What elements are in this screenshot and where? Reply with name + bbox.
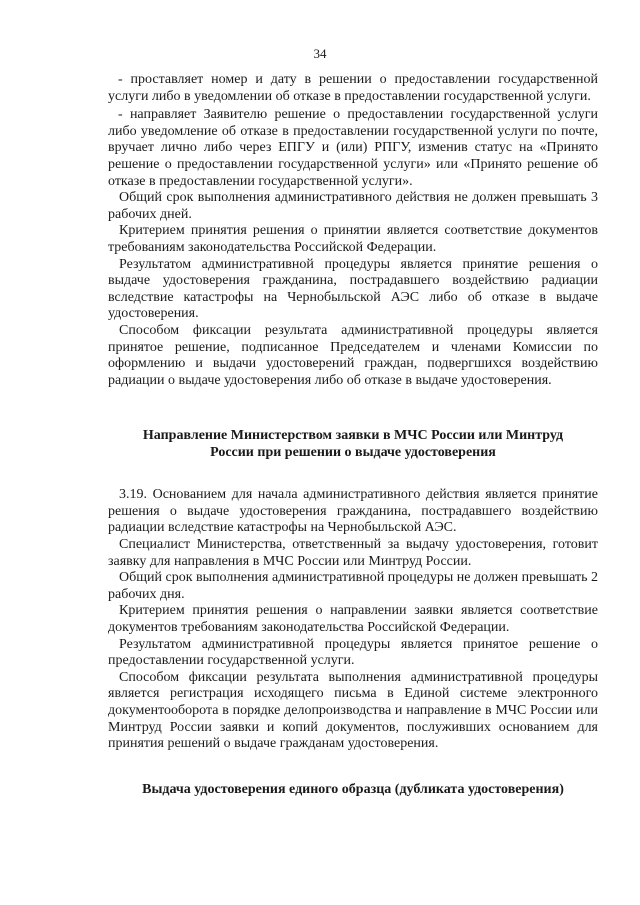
section-heading-line: Направление Министерством заявки в МЧС России или Минтруд [142,428,564,444]
section-heading-line: России при решении о выдаче удостоверения [210,445,496,461]
section-heading: Выдача удостоверения единого образца (дубликата удостоверения) [142,781,564,797]
paragraph: Общий срок выполнения административной процедуры не должен превышать 2 рабочих дня. [108,570,598,602]
paragraph: Результатом административной процедуры является принятие решения о выдаче удостоверения гражданина, пострадавшего воздействию радиации вследствие катастрофы на Чернобыльской АЭС либо об отказе в выдаче удостоверения. [108,256,598,322]
paragraph: - проставляет номер и дату в решении о предоставлении государственной услуги либо в уведомлении об отказе в предоставлении государственной услуги. [108,72,598,104]
paragraph: Критерием принятия решения о направлении заявки является соответствие документов требованиям законодательства Российской Федерации. [108,603,598,636]
paragraph: Специалист Министерства, ответственный за выдачу удостоверения, готовит заявку для направления в МЧС России или Минтруд России. [108,537,598,569]
paragraph: Способом фиксации результата выполнения административной процедуры является регистрация исходящего письма в Единой системе электронного документооборота в порядке делопроизводства и направление в МЧС России или Минтруд России заявки и копий документов, послуживших основанием для принятия решений о выдаче гражданам удостоверения. [108,669,598,752]
paragraph: Способом фиксации результата административной процедуры является принятое решение, подписанное Председателем и членами Комиссии по оформлению и выдачи удостоверений граждан, подвергшихся воздействию радиации о выдаче удостоверения либо об отказе в выдаче удостоверения. [108,322,598,388]
paragraph: 3.19. Основанием для начала административного действия является принятие решения о выдаче удостоверения гражданина, пострадавшего воздействию радиации вследствие катастрофы на Чернобыльской АЭС. [108,487,598,536]
paragraph: Результатом административной процедуры является принятое решение о предоставлении государственной услуги. [108,636,598,669]
section-heading [108,427,598,461]
paragraph: Общий срок выполнения административного действия не должен превышать 3 рабочих дней. [108,190,598,222]
document-body [108,72,598,798]
paragraph: Критерием принятия решения о принятии является соответствие документов требованиям законодательства Российской Федерации. [108,223,598,255]
paragraph: - направляет Заявителю решение о предоставлении государственной услуги либо уведомление об отказе в предоставлении государственной услуги по почте, вручает лично либо через ЕПГУ и (или) РПГУ, изменив статус на «Принято решение о предоставлении государственной услуги» или «Принято решение об отказе в предоставлении государственной услуги». [108,107,598,189]
page-number: 34 [313,46,327,61]
